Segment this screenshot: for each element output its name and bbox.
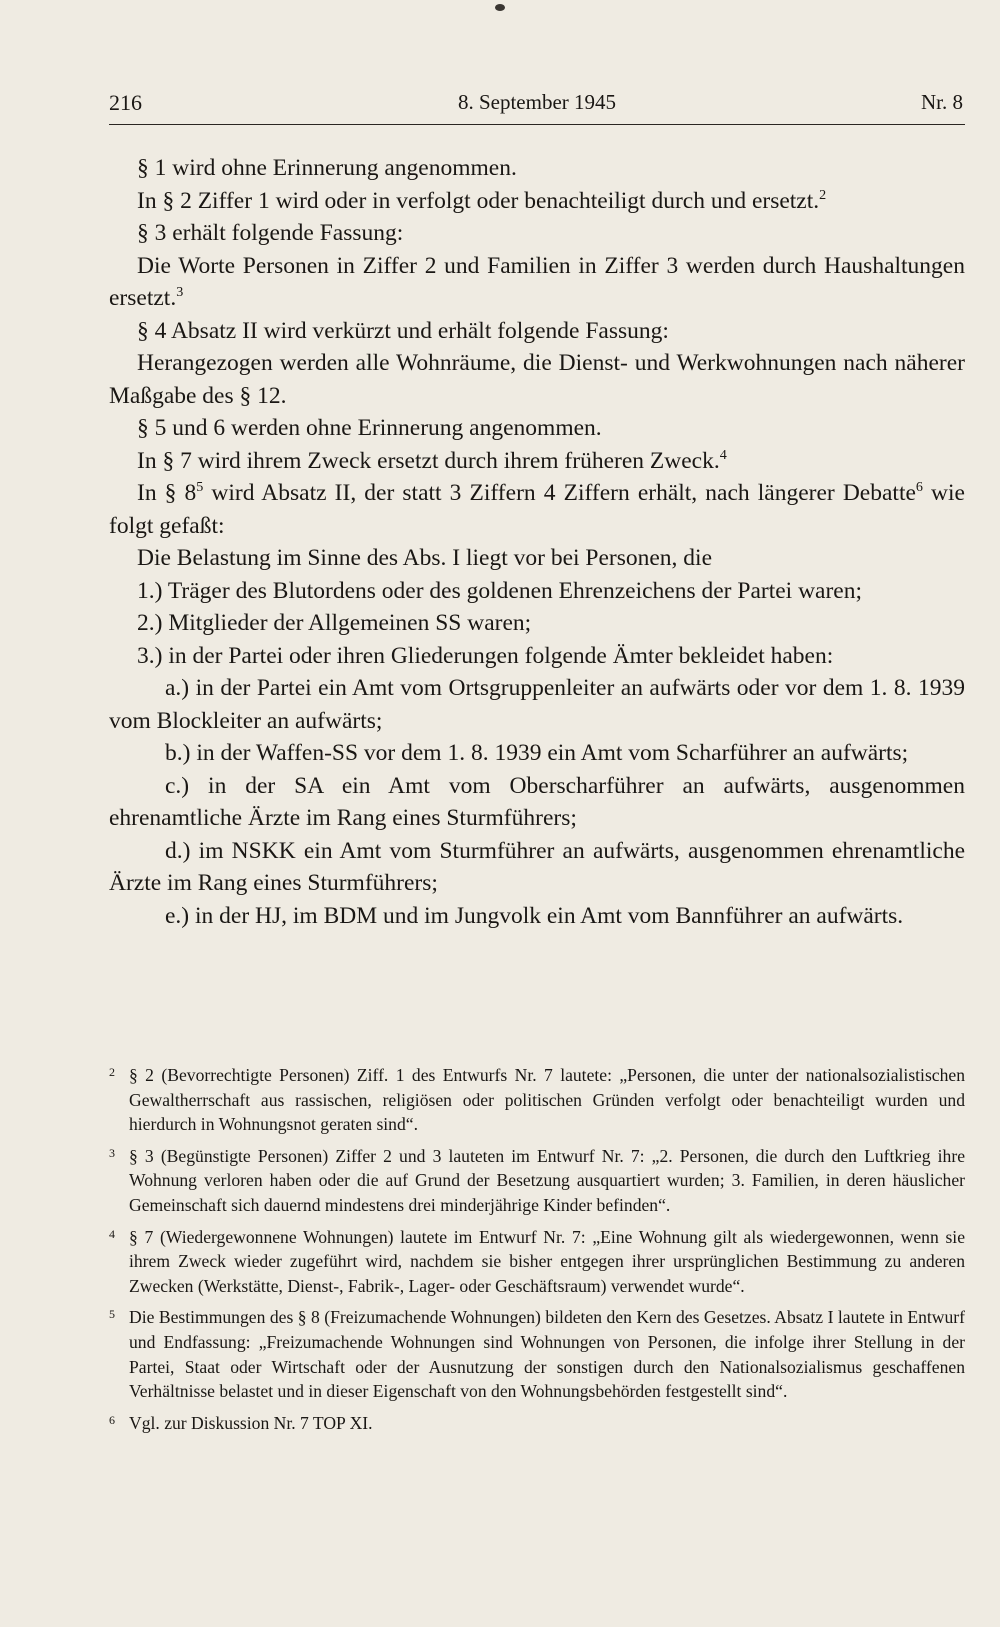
footnote-number: 4 (109, 1226, 115, 1241)
header-date: 8. September 1945 (457, 90, 617, 114)
paragraph-6: Herangezogen werden alle Wohnräume, die Dienst- und Werkwohnungen nach näherer Maßgabe des § 12. (109, 350, 965, 409)
footnote-number: 6 (109, 1412, 115, 1427)
sub-item-d: d.) im NSKK ein Amt vom Sturmführer an aufwärts, ausgenommen ehrenamtliche Ärzte im Rang eines Sturmführers; (109, 837, 965, 896)
footnote-ref-2[interactable]: 2 (819, 186, 827, 203)
footnote-ref-4[interactable]: 4 (719, 446, 727, 463)
list-item-3: 3.) in der Partei oder ihren Gliederungen folgende Ämter bekleidet haben: (137, 642, 834, 669)
footnote-number: 2 (109, 1065, 115, 1079)
footnote-number: 5 (109, 1307, 115, 1322)
paragraph-1: § 1 wird ohne Erinnerung angenommen. (137, 155, 517, 181)
running-header (109, 90, 965, 125)
paragraph-2: In § 2 Ziffer 1 wird oder in verfolgt oder benachteiligt durch und ersetzt.$^2$ (137, 186, 827, 214)
sub-item-c: c.) in der SA ein Amt vom Oberscharführer an aufwärts, ausgenommen ehrenamtliche Ärzte im Rang eines Sturmführers; (109, 772, 965, 831)
paragraph-9: In § $8^5$ wird Absatz II, der statt 3 Ziffern 4 Ziffern erhält, nach längerer Debatte$^6$ wie folgt gefaßt: (109, 478, 965, 539)
paragraph-5: § 4 Absatz II wird verkürzt und erhält folgende Fassung: (137, 317, 669, 344)
list-item-2: 2.) Mitglieder der Allgemeinen SS waren; (137, 610, 532, 636)
paragraph-3: § 3 erhält folgende Fassung: (137, 220, 404, 246)
ink-speck (495, 4, 505, 11)
sub-item-a: a.) in der Partei ein Amt vom Ortsgruppenleiter an aufwärts oder vor dem 1. 8. 1939 vom Blockleiter an aufwärts; (109, 675, 965, 734)
footnote-6: 6 Vgl. zur Diskussion Nr. 7 TOP XI. (109, 1411, 965, 1436)
footnote-ref-5[interactable]: 5 (196, 478, 204, 495)
footnote-4: 4 § 7 (Wiedergewonnene Wohnungen) lautete im Entwurf Nr. 7: „Eine Wohnung gilt als wiedergewonnen, wenn sie ihrem Zweck wieder zugeführt wird, nachdem sie bisher entgegen ihrer ursprünglichen Bestimmung zu anderen Zwecken (Werkstätte, Dienst-, Fabrik-, Lager- oder Geschäftsraum) verwendet wurde“. (109, 1225, 965, 1299)
footnotes (109, 1063, 965, 1442)
footnote-ref-3[interactable]: 3 (176, 283, 184, 300)
sub-item-e: e.) in der HJ, im BDM und im Jungvolk ein Amt vom Bannführer an aufwärts. (165, 902, 904, 929)
paragraph-8: In § 7 wird ihrem Zweck ersetzt durch ihrem früheren Zweck.$^4$ (137, 446, 727, 474)
footnote-ref-6[interactable]: 6 (915, 478, 923, 495)
list-item-1: 1.) Träger des Blutordens oder des goldenen Ehrenzeichens der Partei waren; (137, 577, 863, 604)
document-number: Nr. 8 (921, 90, 963, 114)
footnote-5: 5 Die Bestimmungen des § 8 (Freizumachende Wohnungen) bildeten den Kern des Gesetzes. Absatz I lautete in Entwurf und Endfassung: „Freizumachende Wohnungen sind Wohnungen von Personen, die infolge ihrer Stellung in der Partei, Staat oder Wirtschaft oder der Ausnutzung der sonstigen durch den Nationalsozialismus geschaffenen Verhältnisse belastet und in dieser Eigenschaft von den Wohnungsbehörden festgestellt sind“. (109, 1305, 965, 1403)
paragraph-4: Die Worte Personen in Ziffer 2 und Familien in Ziffer 3 werden durch Haushaltungen ersetzt.$^3$ (109, 252, 965, 311)
sub-item-b: b.) in der Waffen-SS vor dem 1. 8. 1939 ein Amt vom Scharführer an aufwärts; (165, 740, 909, 766)
body-text (109, 152, 965, 932)
paragraph-10: Die Belastung im Sinne des Abs. I liegt vor bei Personen, die (137, 545, 713, 571)
page-number: 216 (109, 90, 142, 115)
paragraph-7: § 5 und 6 werden ohne Erinnerung angenommen. (137, 415, 602, 441)
footnote-3: 3 § 3 (Begünstigte Personen) Ziffer 2 und 3 lauteten im Entwurf Nr. 7: „2. Personen, die durch den Luftkrieg ihre Wohnung verloren haben oder die auf Grund der Besetzung ausquartiert wurden; 3. Familien, in deren häuslicher Gemeinschaft sich dauernd mindestens drei minderjährige Kinder befinden“. (109, 1144, 965, 1218)
footnote-number: 3 (109, 1145, 115, 1160)
footnote-2: 2 § 2 (Bevorrechtigte Personen) Ziff. 1 des Entwurfs Nr. 7 lautete: „Personen, die unter der nationalsozialistischen Gewaltherrschaft aus rassischen, religiösen oder politischen Gründen verfolgt oder benachteiligt wurden und hierdurch in Wohnungsnot geraten sind“. (109, 1063, 965, 1137)
